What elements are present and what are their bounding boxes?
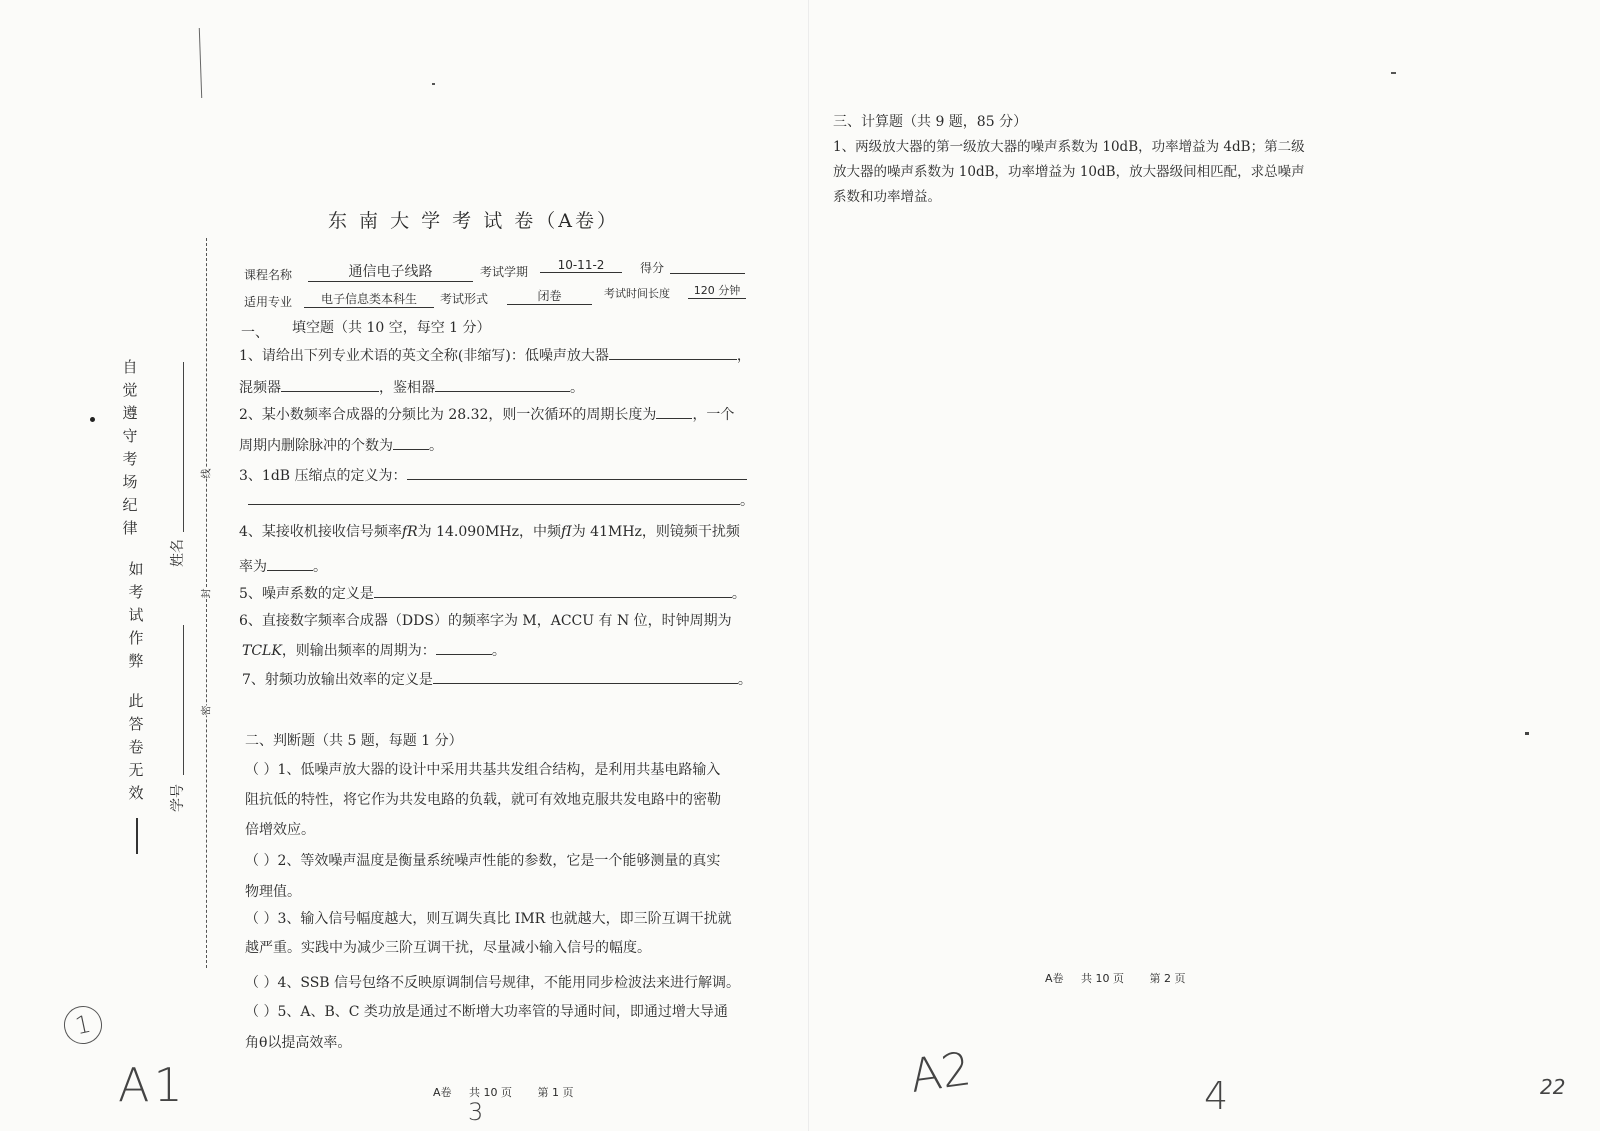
- q6-blank[interactable]: [436, 640, 492, 655]
- left-footer-page: 第 1 页: [537, 1086, 574, 1099]
- q2-text-2: ，一个: [692, 407, 735, 423]
- section1-number: 一、: [241, 325, 269, 341]
- handwritten-twenty-two: 22: [1540, 1075, 1566, 1099]
- name-field-line[interactable]: [183, 362, 184, 532]
- q4-fr: fR: [401, 524, 418, 540]
- q3-line2: [248, 490, 754, 511]
- judge3-line1: （ ）3、输入信号幅度越大，则互调失真比 IMR 也就越大，即三阶互调干扰就: [245, 911, 732, 927]
- q5-end: 。: [731, 586, 746, 602]
- q4-text: 4、某接收机接收信号频率: [239, 524, 402, 540]
- q2b-end: 。: [429, 438, 443, 454]
- q6b-text: ，则输出频率的周期为：: [281, 643, 436, 659]
- margin-invalid-text: 此答卷无效: [128, 692, 144, 802]
- q2-line1: [239, 404, 734, 425]
- major-value: 电子信息类本科生: [304, 290, 434, 308]
- term-label: 考试学期: [480, 265, 529, 279]
- scan-speck: [432, 83, 435, 85]
- q1-pd-text: ，鉴相器: [379, 380, 435, 396]
- q7-line: [242, 669, 752, 690]
- left-footer-total: 共 10 页: [469, 1086, 513, 1099]
- seal-word-seal: 封: [198, 589, 213, 599]
- seal-word-secret: 密: [198, 706, 213, 716]
- q2-text: 2、某小数频率合成器的分频比为 28.32，则一次循环的周期长度为: [239, 407, 657, 423]
- handwritten-three: 3: [468, 1098, 484, 1126]
- q4-line1: [239, 522, 740, 542]
- margin-dot: [90, 417, 95, 422]
- judge5-line2: 角θ以提高效率。: [245, 1035, 352, 1051]
- id-field-line[interactable]: [183, 625, 184, 775]
- q7-end: 。: [737, 672, 752, 688]
- judge5-line1: （ ）5、A、B、C 类功放是通过不断增大功率管的导通时间，即通过增大导通: [245, 1004, 728, 1020]
- margin-mark-line: [136, 818, 138, 854]
- right-footer-paper: A卷: [1045, 972, 1064, 985]
- section3-title: 三、计算题（共 9 题，85 分）: [833, 114, 1028, 130]
- seal-word-line: 线: [198, 469, 213, 479]
- form-value: 闭卷: [507, 287, 592, 305]
- q1-text: 1、请给出下列专业术语的英文全称(非缩写)：低噪声放大器: [239, 348, 609, 364]
- score-label: 得分: [640, 261, 665, 275]
- q2-blank-cycle[interactable]: [656, 404, 692, 419]
- q7-text: 7、射频功放输出效率的定义是: [242, 672, 433, 688]
- course-label: 课程名称: [244, 268, 293, 282]
- binding-edge-line: [199, 28, 202, 98]
- form-label: 考试形式: [440, 292, 489, 306]
- q6-tclk: TCLK: [242, 643, 282, 659]
- handwritten-circled-one: [60, 1002, 105, 1047]
- name-label: 姓名: [170, 539, 186, 567]
- calc1-line1: 1、两级放大器的第一级放大器的噪声系数为 10dB，功率增益为 4dB；第二级: [833, 139, 1305, 155]
- score-field[interactable]: [670, 273, 745, 274]
- q4-text-2: 为 14.090MHz，中频: [417, 524, 562, 540]
- seal-dashed-line: [206, 238, 207, 968]
- time-value: 120 分钟: [688, 282, 746, 299]
- q3-line1: [239, 465, 747, 486]
- q1-blank-mixer[interactable]: [281, 377, 379, 392]
- scan-speck: [1525, 732, 1529, 735]
- handwritten-a1: A1: [118, 1058, 187, 1112]
- q5-line: [239, 583, 746, 604]
- term-value: 10-11-2: [540, 258, 622, 273]
- margin-cheat-text: 如考试作弊: [128, 560, 144, 670]
- handwritten-four: 4: [1204, 1074, 1229, 1118]
- major-label: 适用专业: [244, 295, 293, 309]
- time-label: 考试时间长度: [604, 287, 670, 300]
- handwritten-one: 1: [72, 1009, 94, 1041]
- q3-text: 3、1dB 压缩点的定义为：: [239, 468, 407, 484]
- q1-mixer-text: 混频器: [239, 380, 281, 396]
- left-footer-paper: A卷: [433, 1086, 452, 1099]
- handwritten-a2: A2: [906, 1041, 975, 1103]
- judge1-line1: （ ）1、低噪声放大器的设计中采用共基共发组合结构，是利用共基电路输入: [245, 762, 721, 778]
- q2-blank-pulses[interactable]: [393, 435, 429, 450]
- q3-blank-2[interactable]: [248, 490, 740, 505]
- q2-line2: [239, 435, 443, 456]
- q1-blank-lna[interactable]: [609, 345, 737, 360]
- left-footer: [433, 1084, 574, 1100]
- q1-end: ，: [736, 348, 751, 364]
- judge2-line1: （ ）2、等效噪声温度是衡量系统噪声性能的参数，它是一个能够测量的真实: [245, 853, 721, 869]
- q7-blank[interactable]: [433, 669, 738, 684]
- judge3-line2: 越严重。实践中为减少三阶互调干扰，尽量减小输入信号的幅度。: [245, 940, 651, 956]
- section2-title: 二、判断题（共 5 题，每题 1 分）: [245, 733, 463, 749]
- q1-blank-pd[interactable]: [435, 377, 570, 392]
- q4-fi: fI: [561, 524, 572, 540]
- q1-line1: [239, 345, 751, 366]
- q6b-end: 。: [491, 643, 506, 659]
- q5-blank[interactable]: [374, 583, 732, 598]
- q4b-text: 率为: [239, 559, 267, 575]
- q6-text: 6、直接数字频率合成器（DDS）的频率字为 M，ACCU 有 N 位，时钟周期为: [239, 613, 732, 629]
- q2b-text: 周期内删除脉冲的个数为: [239, 438, 393, 454]
- exam-title: 东 南 大 学 考 试 卷（A卷）: [328, 210, 619, 232]
- calc1-line3: 系数和功率增益。: [833, 189, 941, 205]
- q4-text-3: 为 41MHz，则镜频干扰频: [571, 524, 740, 540]
- calc1-line2: 放大器的噪声系数为 10dB，功率增益为 10dB，放大器级间相匹配，求总噪声: [833, 164, 1305, 180]
- id-label: 学号: [170, 784, 186, 812]
- judge4-line: （ ）4、SSB 信号包络不反映原调制信号规律，不能用同步检波法来进行解调。: [245, 975, 741, 991]
- right-footer-page: 第 2 页: [1149, 972, 1186, 985]
- q4b-end: 。: [313, 559, 327, 575]
- q3-blank[interactable]: [407, 465, 747, 480]
- scan-speck: [1391, 72, 1396, 74]
- page-gutter: [808, 0, 809, 1131]
- q4-blank[interactable]: [267, 556, 313, 571]
- right-footer-total: 共 10 页: [1081, 972, 1125, 985]
- judge2-line2: 物理值。: [245, 884, 301, 900]
- q1-line2: [239, 377, 584, 398]
- q4-line2: [239, 556, 327, 577]
- q1b-end: 。: [570, 380, 584, 396]
- q5-text: 5、噪声系数的定义是: [239, 586, 374, 602]
- q6-line1: [239, 611, 732, 631]
- right-footer: [1045, 970, 1186, 986]
- judge1-line3: 倍增效应。: [245, 822, 315, 838]
- q3-end: 。: [740, 493, 754, 509]
- judge1-line2: 阻抗低的特性，将它作为共发电路的负载，就可有效地克服共发电路中的密勒: [245, 792, 721, 808]
- margin-discipline-text: 自觉遵守考场纪律: [122, 358, 138, 537]
- section1-title: 填空题（共 10 空，每空 1 分）: [292, 320, 491, 336]
- q6-line2: [242, 640, 506, 661]
- course-value: 通信电子线路: [308, 261, 473, 282]
